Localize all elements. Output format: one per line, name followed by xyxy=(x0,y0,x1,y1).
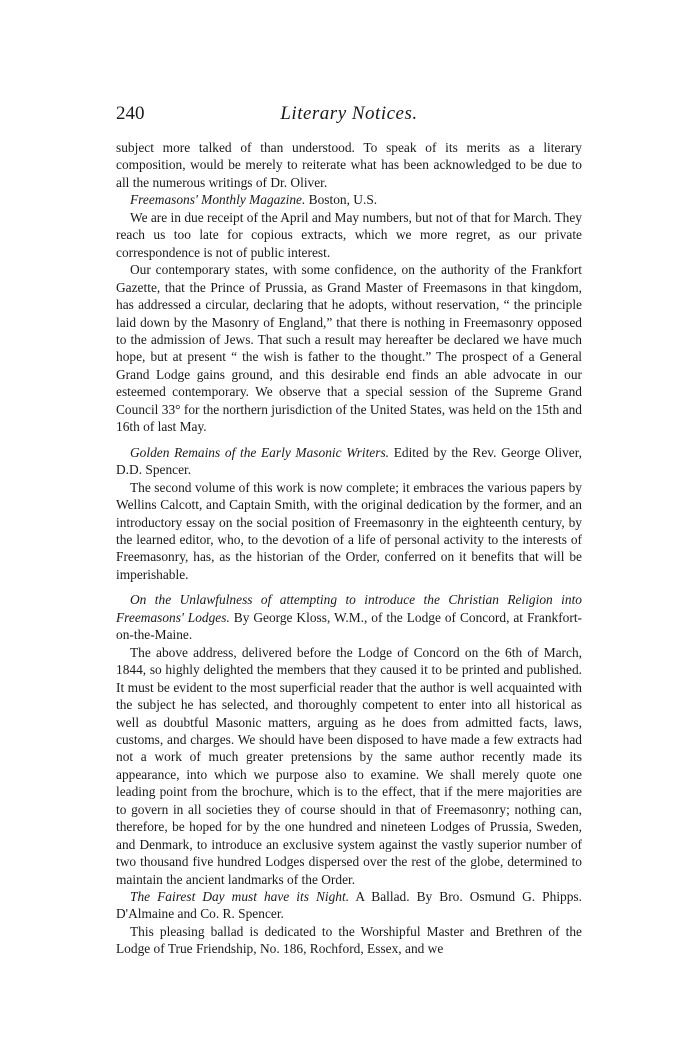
page-number: 240 xyxy=(116,103,145,124)
paragraph xyxy=(116,923,582,958)
review-heading xyxy=(116,191,582,208)
paragraph xyxy=(116,479,582,584)
paragraph xyxy=(116,261,582,436)
book-title: Freemasons' Monthly Magazine. xyxy=(130,192,306,208)
publication-info: By George Kloss, W.M., of the Lodge of Concord, at Frankfort-on-the-Maine. xyxy=(116,609,582,643)
book-title: On the Unlawfulness of attempting to introduce the Christian Religion into Freemasons' Lodges. xyxy=(116,592,582,625)
text-run: Our contemporary states, with some confidence, on the authority of the Frankfort Gazette, that the Prince of Prussia, as Grand Master of Freemasons in that kingdom, has addressed a circular, declaring that he adopts, without reservation, “ the principle laid down by the Masonry of England,” that there is nothing in Freemasonry opposed to the admission of Jews. That such a result may hereafter be declared we have much hope, but at present “ the wish is father to the thought.” The prospect of a General Grand Lodge gains ground, and this desirable end finds an able advocate in our esteemed contemporary. We observe that a special session of the Supreme Grand Council 33° for the northern jurisdiction of the United States, was held on the 15th and 16th of last May. xyxy=(116,262,582,435)
text-run: The above address, delivered before the Lodge of Concord on the 6th of March, 1844, so highly delighted the members that they caused it to be printed and published. It must be evident to the most superficial reader that the author is well acquainted with the subject he has selected, and thoroughly competent to enter into all historical as well as doubtful Masonic matters, arguing as he does from admitted facts, laws, customs, and charges. We should have been disposed to have made a few extracts had not a work of much greater pretensions by the same author recently made its appearance, into which we purpose also to examine. We shall merely quote one leading point from the brochure, which is to the effect, that if the mere majorities are to govern in all societies they of course should in that of Freemasonry; nothing can, therefore, be hoped for by the one hundred and nineteen Lodges of Prussia, Sweden, and Denmark, to introduce an exclusive system against the vastly superior number of two thousand five hundred Lodges dispersed over the rest of the globe, determined to maintain the ancient landmarks of the Order. xyxy=(116,644,582,887)
body-text xyxy=(116,139,582,958)
running-title: Literary Notices. xyxy=(280,103,418,124)
publication-info: A Ballad. By Bro. Osmund G. Phipps. D'Almaine and Co. R. Spencer. xyxy=(116,889,582,922)
publication-info: Boston, U.S. xyxy=(305,192,378,208)
text-run: subject more talked of than understood. To speak of its merits as a literary composition, would be merely to reiterate what has been acknowledged to be due to all the numerous writings of Dr. Oliver. xyxy=(116,140,582,190)
page xyxy=(116,103,582,958)
review-heading xyxy=(116,444,582,479)
publication-info: Edited by the Rev. George Oliver, D.D. Spencer. xyxy=(116,444,582,478)
paragraph xyxy=(116,644,582,888)
text-run: We are in due receipt of the April and May numbers, but not of that for March. They reach us too late for copious extracts, which we more regret, as our private correspondence is not of public interest. xyxy=(116,209,582,260)
book-title: Golden Remains of the Early Masonic Writers. xyxy=(130,444,390,460)
review-heading xyxy=(116,591,582,643)
review-heading xyxy=(116,888,582,923)
running-header xyxy=(116,103,582,133)
text-run: This pleasing ballad is dedicated to the Worshipful Master and Brethren of the Lodge of True Friendship, No. 186, Rochford, Essex, and we xyxy=(116,923,582,957)
text-run: The second volume of this work is now complete; it embraces the various papers by Wellins Calcott, and Captain Smith, with the original dedication by the former, and an introductory essay on the social position of Freemasonry in the eighteenth century, by the learned editor, who, to the devotion of a life of personal activity to the interests of Freemasonry, has, as the historian of the Order, conferred on it benefits that will be imperishable. xyxy=(116,479,582,582)
paragraph xyxy=(116,209,582,261)
book-title: The Fairest Day must have its Night. xyxy=(130,889,350,905)
paragraph xyxy=(116,139,582,191)
